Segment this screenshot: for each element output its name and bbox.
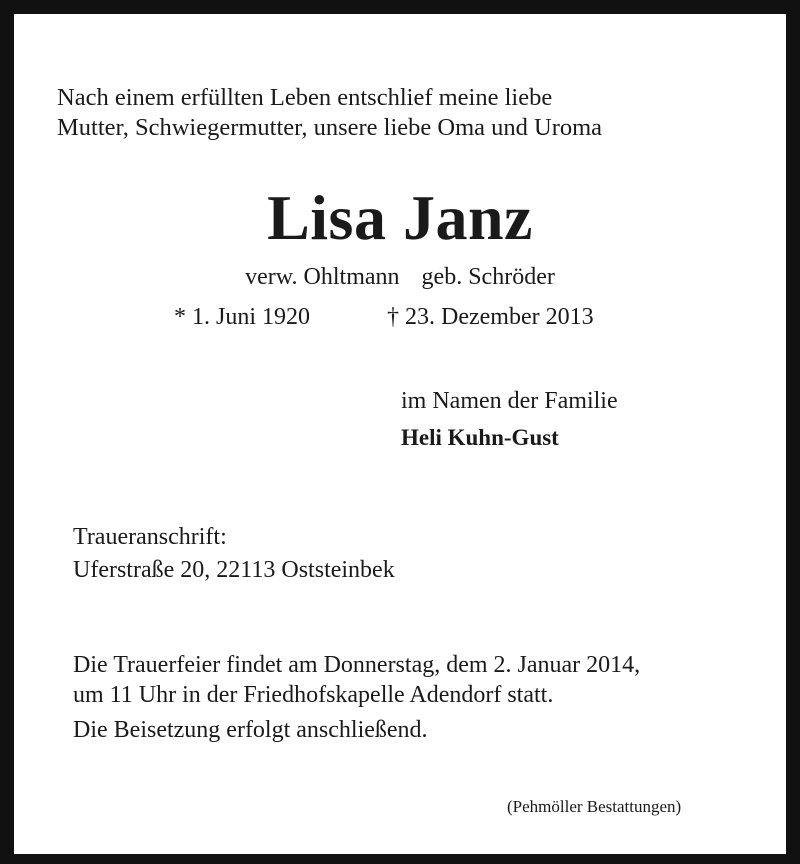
intro-line-1: Nach einem erfüllten Leben entschlief meine liebe (57, 84, 553, 111)
family-label: im Namen der Familie (401, 388, 618, 414)
burial-text: Die Beisetzung erfolgt anschließend. (73, 717, 428, 743)
address-label: Traueranschrift: (73, 524, 227, 550)
name-details (0, 265, 800, 289)
ceremony-line-2: um 11 Uhr in der Friedhofskapelle Adendorf statt. (73, 682, 554, 708)
undertaker-credit: (Pehmöller Bestattungen) (507, 797, 682, 816)
death-date: † 23. Dezember 2013 (387, 304, 594, 330)
ceremony-line-1: Die Trauerfeier findet am Donnerstag, dem 2. Januar 2014, (73, 652, 641, 678)
ceremony-text (73, 650, 640, 710)
birth-name: geb. Schröder (421, 264, 555, 290)
family-name: Heli Kuhn-Gust (401, 425, 559, 450)
deceased-name: Lisa Janz (267, 182, 533, 253)
address-value: Uferstraße 20, 22113 Oststeinbek (73, 557, 395, 583)
widowed-name: verw. Ohltmann (245, 264, 400, 290)
intro-line-2: Mutter, Schwiegermutter, unsere liebe Oma und Uroma (57, 114, 603, 141)
birth-date: * 1. Juni 1920 (174, 304, 311, 330)
intro-text (57, 83, 602, 143)
